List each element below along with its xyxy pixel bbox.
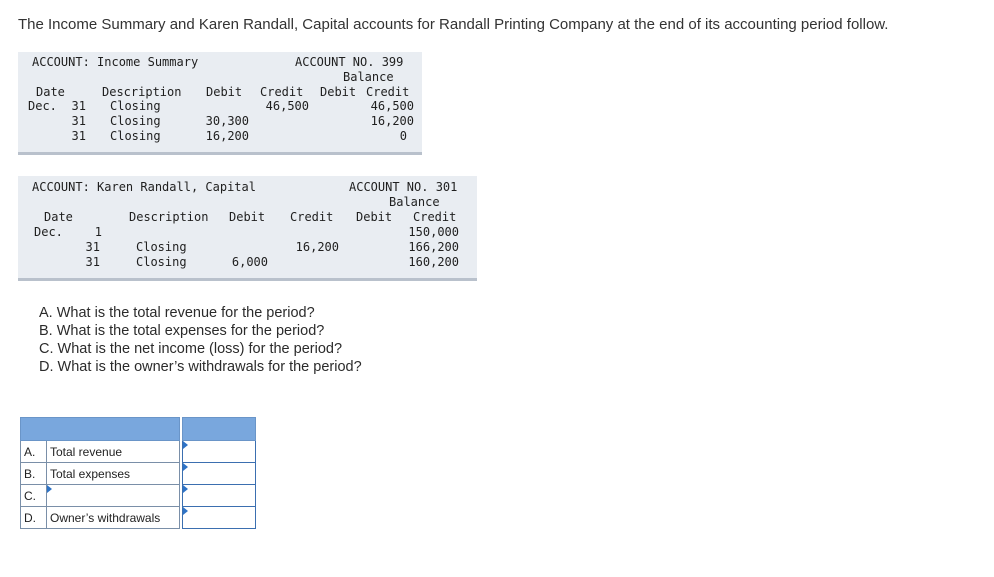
balance-header: Balance (389, 195, 440, 209)
answer-row (21, 441, 256, 463)
row-day: 31 (71, 114, 86, 128)
row-label: Total revenue (47, 441, 180, 463)
answer-row (21, 507, 256, 529)
header-cell (183, 418, 256, 441)
credit-header: Credit (290, 210, 334, 224)
header-cell (21, 418, 180, 441)
row-description: Closing (110, 99, 161, 113)
balance-credit-header: Credit (366, 85, 410, 99)
row-letter: A. (21, 441, 47, 463)
description-header: Description (102, 85, 182, 99)
account-number: ACCOUNT NO. 301 (349, 180, 458, 194)
credit-header: Credit (260, 85, 304, 99)
capital-ledger (18, 176, 477, 281)
total-expenses-field[interactable] (183, 463, 255, 484)
question-a: A. What is the total revenue for the period? (39, 305, 315, 321)
question-c: C. What is the net income (loss) for the period? (39, 341, 343, 357)
owners-withdrawals-field[interactable] (183, 507, 255, 528)
row-letter: C. (21, 485, 47, 507)
row-balance-credit: 16,200 (370, 114, 414, 128)
question-d: D. What is the owner’s withdrawals for the period? (39, 359, 362, 375)
dropdown-marker-icon (183, 463, 188, 471)
row-description: Closing (110, 114, 161, 128)
row-balance-credit: 150,000 (408, 225, 459, 239)
row-description: Closing (110, 129, 161, 143)
total-expenses-input[interactable] (183, 463, 256, 485)
problem-intro: The Income Summary and Karen Randall, Capital accounts for Randall Printing Company at the end of its accounting period follow. (18, 16, 889, 33)
answer-table (20, 417, 256, 529)
balance-debit-header: Debit (320, 85, 357, 99)
row-month: Dec. (28, 99, 57, 113)
row-day: 31 (71, 99, 86, 113)
dropdown-marker-icon (47, 485, 52, 493)
row-balance-credit: 46,500 (370, 99, 414, 113)
answer-table-header (21, 418, 256, 441)
row-credit: 16,200 (295, 240, 339, 254)
row-credit: 46,500 (265, 99, 309, 113)
total-revenue-field[interactable] (183, 441, 255, 462)
row-letter: D. (21, 507, 47, 529)
account-title: ACCOUNT: Income Summary (32, 55, 199, 69)
net-income-label-select[interactable] (47, 485, 180, 507)
dropdown-marker-icon (183, 485, 188, 493)
row-debit: 16,200 (205, 129, 249, 143)
date-header: Date (36, 85, 65, 99)
date-header: Date (44, 210, 73, 224)
question-list (39, 304, 362, 376)
row-debit: 30,300 (205, 114, 249, 128)
account-number: ACCOUNT NO. 399 (295, 55, 404, 69)
row-debit: 6,000 (231, 255, 268, 269)
row-description: Closing (136, 255, 187, 269)
row-month: Dec. (34, 225, 63, 239)
row-day: 31 (71, 129, 86, 143)
dropdown-marker-icon (183, 507, 188, 515)
row-balance-credit: 160,200 (408, 255, 459, 269)
debit-header: Debit (229, 210, 266, 224)
answer-row (21, 485, 256, 507)
balance-debit-header: Debit (356, 210, 393, 224)
owners-withdrawals-input[interactable] (183, 507, 256, 529)
description-header: Description (129, 210, 209, 224)
row-day: 1 (94, 225, 102, 239)
row-description: Closing (136, 240, 187, 254)
row-day: 31 (85, 255, 100, 269)
answer-row (21, 463, 256, 485)
row-balance-credit: 166,200 (408, 240, 459, 254)
row-day: 31 (85, 240, 100, 254)
net-income-field[interactable] (183, 485, 255, 506)
dropdown-marker-icon (183, 441, 188, 449)
net-income-input[interactable] (183, 485, 256, 507)
row-balance-credit: 0 (399, 129, 407, 143)
total-revenue-input[interactable] (183, 441, 256, 463)
row-label: Total expenses (47, 463, 180, 485)
income-summary-ledger (18, 52, 422, 155)
balance-credit-header: Credit (413, 210, 457, 224)
balance-header: Balance (343, 70, 394, 84)
row-letter: B. (21, 463, 47, 485)
question-b: B. What is the total expenses for the period? (39, 323, 325, 339)
account-title: ACCOUNT: Karen Randall, Capital (32, 180, 256, 194)
debit-header: Debit (206, 85, 243, 99)
row-label: Owner’s withdrawals (47, 507, 180, 529)
